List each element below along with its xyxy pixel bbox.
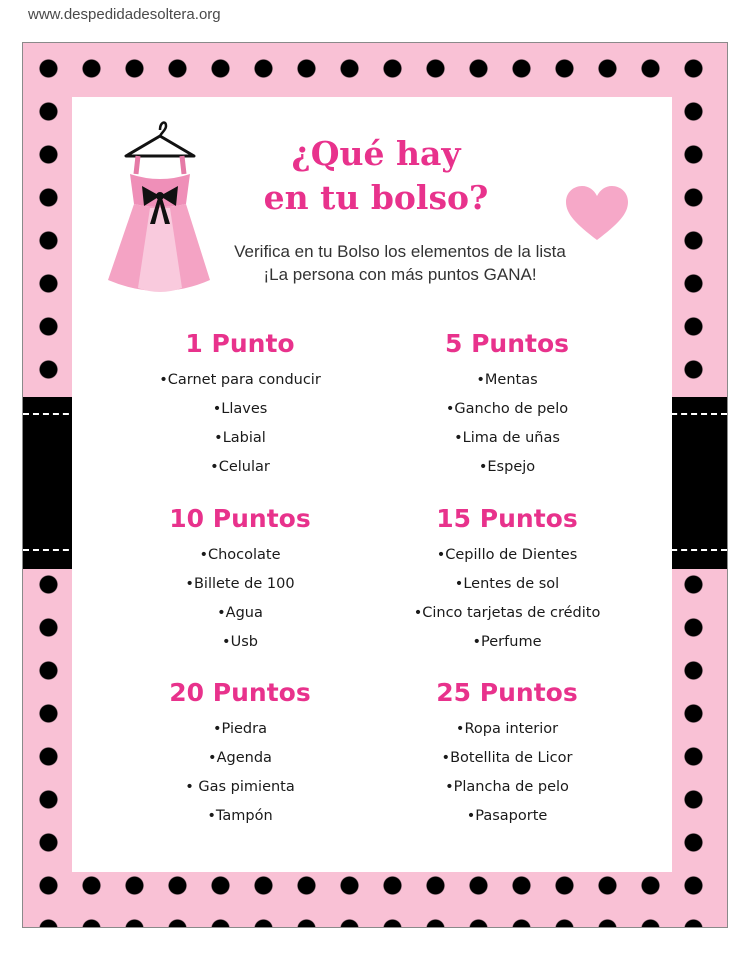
page-title-line2: en tu bolso? bbox=[263, 178, 489, 217]
points-group-25 bbox=[357, 676, 657, 831]
page-title-line1: ¿Qué hay bbox=[291, 134, 461, 173]
checklist-item: •Gancho de pelo bbox=[445, 401, 569, 417]
checklist-item: •Llaves bbox=[212, 401, 268, 417]
checklist-item: •Lentes de sol bbox=[454, 576, 560, 592]
checklist-item: •Billete de 100 bbox=[185, 576, 295, 592]
checklist-item: •Labial bbox=[214, 430, 266, 446]
checklist-item: •Piedra bbox=[213, 721, 267, 737]
checklist-item: •Celular bbox=[210, 459, 270, 475]
checklist-item: •Plancha de pelo bbox=[445, 779, 569, 795]
checklist-item: •Carnet para conducir bbox=[159, 372, 321, 388]
checklist-item: •Agua bbox=[217, 605, 263, 621]
checklist-item: • Gas pimienta bbox=[185, 779, 295, 795]
checklist-item: •Usb bbox=[222, 634, 258, 650]
points-heading: 25 Puntos bbox=[436, 678, 578, 707]
points-heading: 20 Puntos bbox=[169, 678, 311, 707]
points-heading: 15 Puntos bbox=[436, 504, 578, 533]
points-group-15 bbox=[357, 502, 657, 657]
checklist-item: •Lima de uñas bbox=[454, 430, 560, 446]
checklist-item: •Pasaporte bbox=[466, 808, 548, 824]
points-group-5 bbox=[357, 327, 657, 482]
points-group-10 bbox=[90, 502, 390, 657]
points-heading: 1 Punto bbox=[185, 329, 295, 358]
points-group-20 bbox=[90, 676, 390, 831]
checklist-item: •Cepillo de Dientes bbox=[436, 547, 578, 563]
checklist-item: •Ropa interior bbox=[455, 721, 559, 737]
checklist-item: •Tampón bbox=[207, 808, 273, 824]
points-heading: 5 Puntos bbox=[444, 329, 570, 358]
checklist-item: •Espejo bbox=[478, 459, 536, 475]
checklist-item: •Cinco tarjetas de crédito bbox=[413, 605, 601, 621]
checklist-item: •Mentas bbox=[476, 372, 538, 388]
instructions-line2: ¡La persona con más puntos GANA! bbox=[263, 265, 537, 284]
checklist-item: •Botellita de Licor bbox=[441, 750, 573, 766]
checklist-item: •Chocolate bbox=[199, 547, 281, 563]
checklist-item: •Agenda bbox=[208, 750, 272, 766]
checklist-item: •Perfume bbox=[472, 634, 542, 650]
instructions-line1: Verifica en tu Bolso los elementos de la lista bbox=[234, 242, 566, 261]
site-url: www.despedidadesoltera.org bbox=[28, 6, 221, 23]
points-heading: 10 Puntos bbox=[169, 504, 311, 533]
heart-icon bbox=[566, 186, 628, 242]
points-group-1 bbox=[90, 327, 390, 482]
